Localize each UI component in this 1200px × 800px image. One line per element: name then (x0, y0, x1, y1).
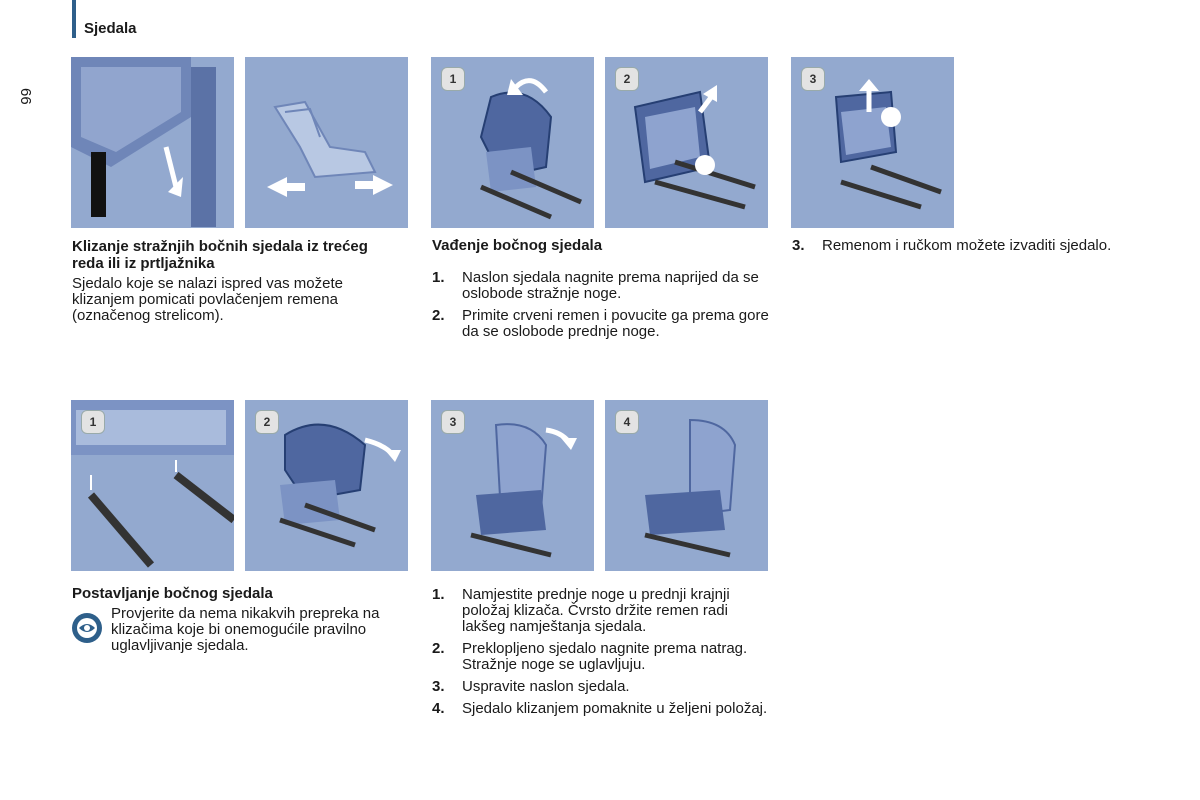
section-title: Sjedala (84, 20, 137, 37)
figure-removal-step-3 (791, 57, 954, 228)
figure-slide-seat-strap (71, 57, 234, 228)
slide-section (72, 238, 402, 324)
eye-icon (72, 613, 102, 643)
slide-heading: Klizanje stražnjih bočnih sjedala iz trećeg reda ili iz prtljažnika (72, 238, 368, 272)
figure-seat-slide-directions (245, 57, 408, 228)
figure-install-step-1 (71, 400, 234, 571)
step-badge: 2 (255, 410, 279, 434)
list-item: 4. Sjedalo klizanjem pomaknite u željeni položaj. (432, 700, 768, 717)
step-badge: 1 (81, 410, 105, 434)
slide-text: Sjedalo koje se nalazi ispred vas možete klizanjem pomicati povlačenjem remena (označenog strelicom). (72, 275, 343, 324)
removal-section-continued (792, 238, 1132, 260)
header-accent-bar (72, 0, 76, 38)
removal-section (432, 237, 772, 346)
install-section (72, 585, 412, 602)
removal-heading: Vađenje bočnog sjedala (432, 237, 603, 254)
install-note: Provjerite da nema nikakvih prepreka na klizačima koje bi onemogućile pravilno uglavljivanje sjedala. (111, 605, 380, 654)
install-steps (432, 587, 772, 723)
step-badge: 3 (801, 67, 825, 91)
list-item: 2. Primite crveni remen i povucite ga prema gore da se oslobode prednje noge. (432, 307, 769, 340)
install-heading: Postavljanje bočnog sjedala (72, 585, 273, 602)
list-item: 3. Uspravite naslon sjedala. (432, 678, 630, 695)
figure-install-step-3 (431, 400, 594, 571)
figure-removal-step-2 (605, 57, 768, 228)
list-item: 1. Namjestite prednje noge u prednji krajnji položaj klizača. Čvrsto držite remen radi lakšeg namještanja sjedala. (432, 586, 730, 635)
list-item: 2. Preklopljeno sjedalo nagnite prema natrag. Stražnje noge se uglavljuju. (432, 640, 748, 673)
list-item: 3. Remenom i ručkom možete izvaditi sjedalo. (792, 237, 1112, 254)
figure-removal-step-1 (431, 57, 594, 228)
step-badge: 1 (441, 67, 465, 91)
step-badge: 4 (615, 410, 639, 434)
step-badge: 2 (615, 67, 639, 91)
page-number: 66 (17, 88, 34, 105)
figure-install-step-4 (605, 400, 768, 571)
figure-install-step-2 (245, 400, 408, 571)
step-badge: 3 (441, 410, 465, 434)
list-item: 1. Naslon sjedala nagnite prema naprijed da se oslobode stražnje noge. (432, 269, 759, 302)
